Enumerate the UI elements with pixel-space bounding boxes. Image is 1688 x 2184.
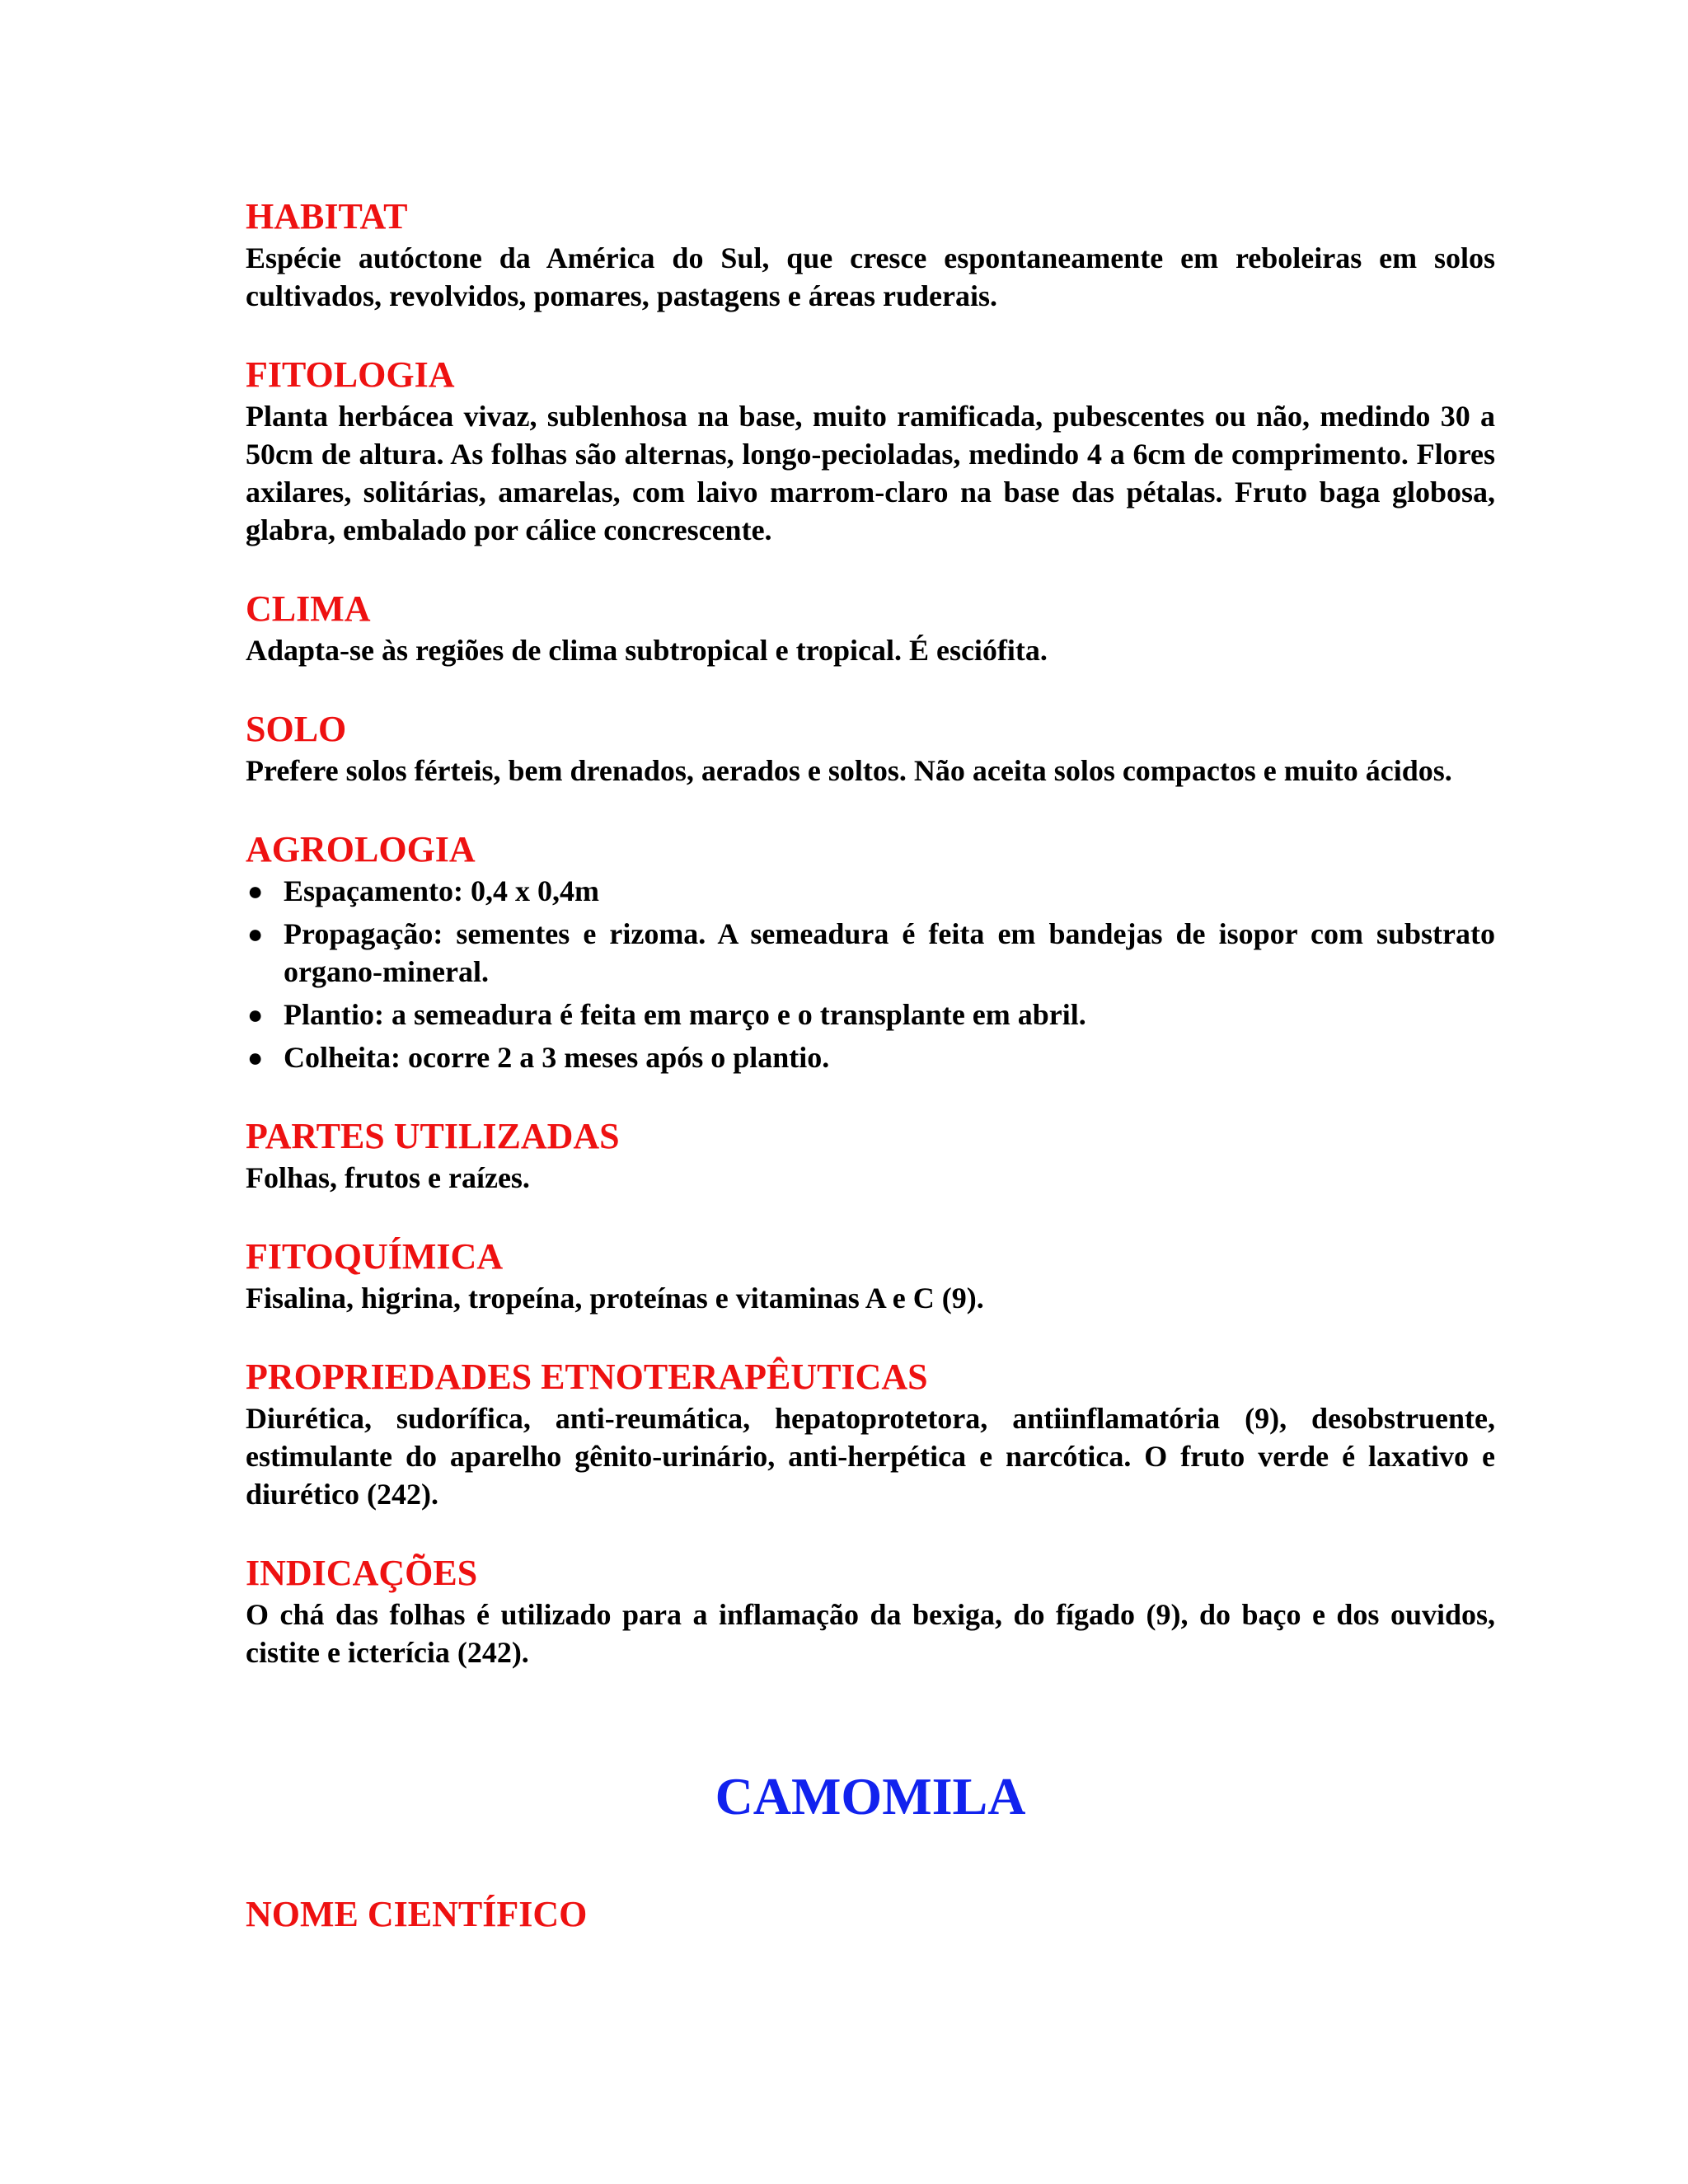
section-text: Diurética, sudorífica, anti-reumática, hepatoprotetora, antiinflamatória (9), desobstruente, estimulante do aparelho gênito-urinário, anti-herpética e narcótica. O fruto verde é laxativo e diurético (242).: [246, 1402, 1495, 1511]
section-text: Fisalina, higrina, tropeína, proteínas e vitaminas A e C (9).: [246, 1282, 984, 1315]
section-propriedades: [246, 1355, 1495, 1513]
list-item-text: Colheita: ocorre 2 a 3 meses após o plantio.: [284, 1041, 830, 1074]
plant-title: CAMOMILA: [715, 1767, 1026, 1825]
list-item-text: Plantio: a semeadura é feita em março e o transplante em abril.: [284, 998, 1086, 1031]
list-item-text: Propagação: sementes e rizoma. A semeadura é feita em bandejas de isopor com substrato organo-mineral.: [284, 917, 1495, 988]
list-item: [246, 915, 1495, 991]
section-heading-nome-cientifico: NOME CIENTÍFICO: [246, 1894, 588, 1934]
section-agrologia: [246, 827, 1495, 1076]
section-fitologia: [246, 353, 1495, 549]
document-page: [246, 194, 1495, 1934]
section-heading: PARTES UTILIZADAS: [246, 1116, 620, 1156]
section-text: Adapta-se às regiões de clima subtropical e tropical. É esciófita.: [246, 634, 1048, 667]
list-item: [246, 1038, 1495, 1076]
section-fitoquimica: [246, 1235, 1495, 1317]
section-indicacoes: [246, 1551, 1495, 1671]
list-item: [246, 872, 1495, 910]
section-heading: PROPRIEDADES ETNOTERAPÊUTICAS: [246, 1357, 928, 1397]
section-solo: [246, 707, 1495, 790]
section-clima: [246, 587, 1495, 669]
list-item-text: Espaçamento: 0,4 x 0,4m: [284, 874, 599, 907]
section-text: Planta herbácea vivaz, sublenhosa na base, muito ramificada, pubescentes ou não, medindo 30 a 50cm de altura. As folhas são alternas, longo-pecioladas, medindo 4 a 6cm de comprimento. Flores axilares, solitárias, amarelas, com laivo marrom-claro na base das pétalas. Fruto baga globosa, glabra, embalado por cálice concrescente.: [246, 400, 1495, 546]
section-text: Folhas, frutos e raízes.: [246, 1161, 530, 1194]
bullet-list: [246, 872, 1495, 1076]
section-heading: HABITAT: [246, 196, 408, 237]
bullet-icon: ●: [247, 876, 264, 906]
list-item: [246, 996, 1495, 1033]
section-heading: SOLO: [246, 709, 347, 749]
section-heading: FITOLOGIA: [246, 354, 455, 395]
section-text: Espécie autóctone da América do Sul, que cresce espontaneamente em reboleiras em solos cultivados, revolvidos, pomares, pastagens e áreas ruderais.: [246, 241, 1495, 312]
bullet-icon: ●: [247, 1043, 264, 1072]
section-text: Prefere solos férteis, bem drenados, aerados e soltos. Não aceita solos compactos e muito ácidos.: [246, 754, 1452, 787]
section-heading: INDICAÇÕES: [246, 1553, 478, 1593]
section-heading: FITOQUÍMICA: [246, 1236, 504, 1277]
section-heading: CLIMA: [246, 588, 371, 629]
section-text: O chá das folhas é utilizado para a inflamação da bexiga, do fígado (9), do baço e dos ouvidos, cistite e icterícia (242).: [246, 1598, 1495, 1669]
section-partes-utilizadas: [246, 1114, 1495, 1197]
section-habitat: [246, 194, 1495, 315]
bullet-icon: ●: [247, 919, 264, 949]
section-heading: AGROLOGIA: [246, 829, 476, 869]
bullet-icon: ●: [247, 1000, 264, 1029]
